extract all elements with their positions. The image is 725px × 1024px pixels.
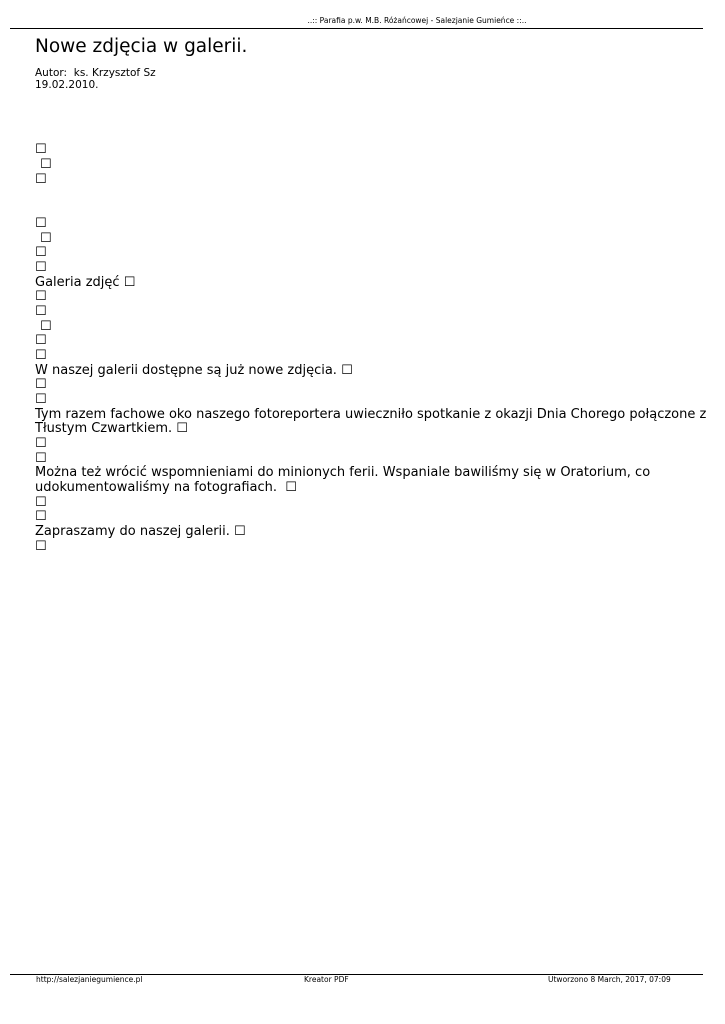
missing-image-icon: ☐	[35, 289, 47, 304]
missing-image-icon: ☐	[123, 275, 136, 290]
missing-image-icon: ☐	[35, 539, 47, 554]
missing-image-icon: ☐	[35, 142, 47, 157]
gallery-heading-line	[35, 276, 135, 291]
footer-created-date: Utworzono 8 March, 2017, 07:09	[548, 975, 671, 984]
missing-image-icon: ☐	[35, 451, 47, 466]
paragraph-text: Można też wrócić wspomnieniami do minionych ferii. Wspaniale bawiliśmy się w Oratorium, co	[35, 465, 651, 480]
paragraph	[35, 422, 188, 437]
missing-image-icon: ☐	[35, 436, 47, 451]
missing-image-icon: ☐	[35, 509, 47, 524]
missing-image-icon: ☐	[35, 392, 47, 407]
article-date: 19.02.2010.	[35, 79, 99, 91]
missing-image-icon: ☐	[35, 216, 47, 231]
missing-image-icon: ☐	[341, 363, 353, 378]
header-divider	[10, 28, 703, 29]
missing-image-icon: ☐	[40, 157, 52, 172]
missing-image-icon: ☐	[35, 348, 47, 363]
missing-image-icon: ☐	[40, 319, 52, 334]
paragraph-text: Tym razem fachowe oko naszego fotoreportera uwieczniło spotkanie z okazji Dnia Chorego połączone z	[35, 407, 707, 422]
missing-image-icon: ☐	[35, 495, 47, 510]
missing-image-icon: ☐	[234, 524, 246, 539]
missing-image-icon: ☐	[35, 172, 47, 187]
missing-image-icon: ☐	[35, 260, 47, 275]
paragraph-text: udokumentowaliśmy na fotografiach.	[35, 480, 278, 495]
missing-image-icon: ☐	[35, 304, 47, 319]
missing-image-icon: ☐	[285, 480, 297, 495]
paragraph	[35, 481, 297, 496]
site-title: ..:: Parafia p.w. M.B. Różańcowej - Salezjanie Gumieńce ::..	[307, 16, 527, 25]
missing-image-icon: ☐	[35, 245, 47, 260]
missing-image-icon: ☐	[35, 333, 47, 348]
author-label: Autor:	[35, 67, 68, 79]
paragraph-text: Zapraszamy do naszej galerii.	[35, 524, 230, 539]
paragraph-text: W naszej galerii dostępne są już nowe zdjęcia.	[35, 363, 337, 378]
paragraph	[35, 525, 246, 540]
gallery-heading: Galeria zdjęć	[35, 275, 120, 290]
footer-url[interactable]: http://salezjaniegumience.pl	[36, 975, 143, 984]
paragraph	[35, 364, 353, 379]
paragraph-text: Tłustym Czwartkiem.	[35, 421, 173, 436]
missing-image-icon: ☐	[176, 421, 188, 436]
missing-image-icon: ☐	[40, 231, 52, 246]
article-title: Nowe zdjęcia w galerii.	[35, 36, 248, 57]
footer-creator: Kreator PDF	[304, 975, 349, 984]
missing-image-icon: ☐	[35, 377, 47, 392]
author-name: ks. Krzysztof Sz	[73, 67, 156, 79]
author-line	[35, 67, 156, 79]
